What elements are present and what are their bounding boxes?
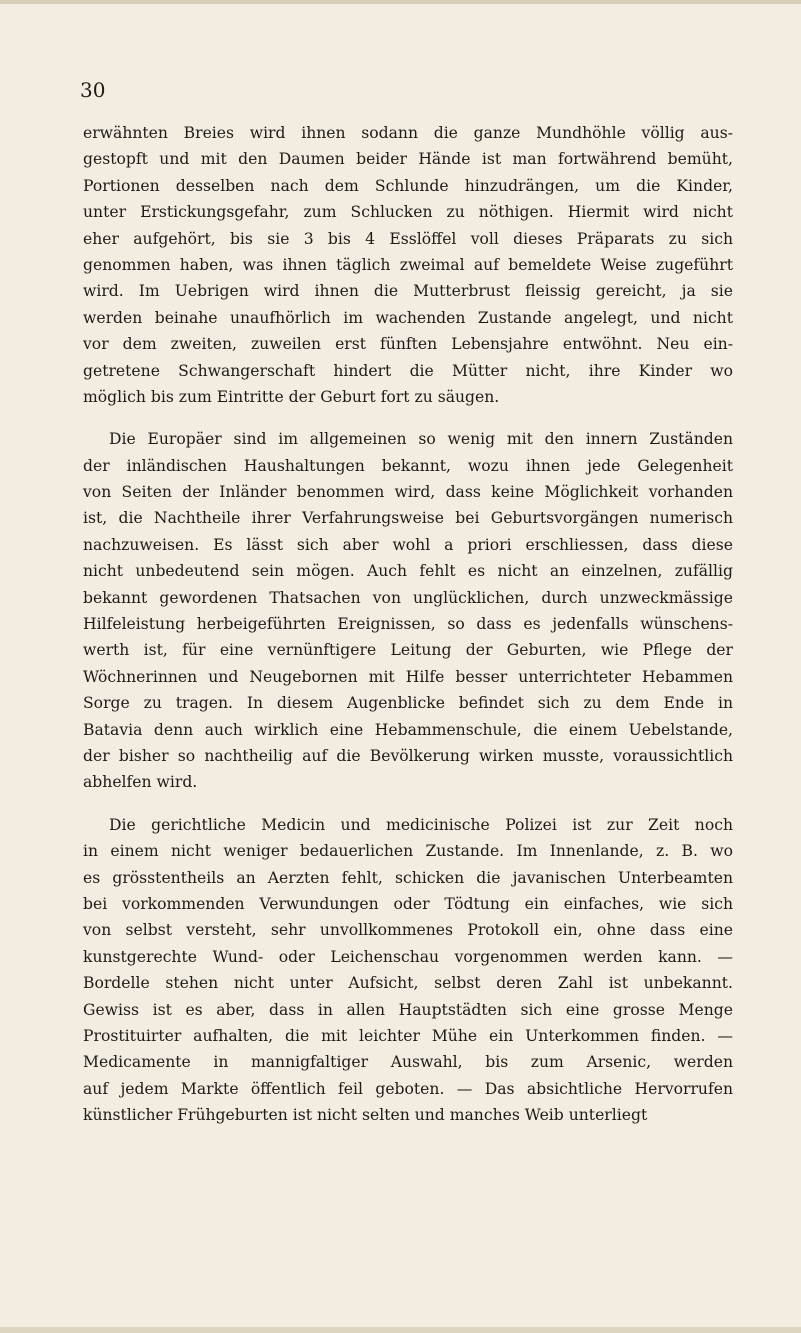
text-line: Sorge zu tragen. In diesem Augenblicke befindet sich zu dem Ende in	[83, 694, 733, 713]
text-line: es grösstentheils an Aerzten fehlt, schicken die javanischen Unterbeamten	[83, 868, 733, 887]
text-line: Batavia denn auch wirklich eine Hebammenschule, die einem Uebelstande,	[83, 720, 733, 739]
paragraph	[83, 120, 733, 410]
text-line: abhelfen wird.	[83, 773, 198, 792]
text-line: unter Erstickungsgefahr, zum Schlucken zu nöthigen. Hiermit wird nicht	[83, 203, 733, 222]
text-line: nachzuweisen. Es lässt sich aber wohl a priori erschliessen, dass diese	[83, 535, 733, 554]
text-line: von Seiten der Inländer benommen wird, dass keine Möglichkeit vorhanden	[83, 483, 733, 502]
text-line: eher aufgehört, bis sie 3 bis 4 Esslöffel voll dieses Präparats zu sich	[83, 229, 733, 248]
text-line: vor dem zweiten, zuweilen erst fünften Lebensjahre entwöhnt. Neu ein-	[83, 335, 733, 354]
text-line: werth ist, für eine vernünftigere Leitung der Geburten, wie Pflege der	[83, 641, 733, 660]
page-top-edge	[0, 0, 801, 4]
text-line: Portionen desselben nach dem Schlunde hinzudrängen, um die Kinder,	[83, 176, 733, 195]
text-line: Die Europäer sind im allgemeinen so wenig mit den innern Zuständen	[109, 430, 733, 449]
text-line: wird. Im Uebrigen wird ihnen die Mutterbrust fleissig gereicht, ja sie	[83, 282, 733, 301]
text-line: von selbst versteht, sehr unvollkommenes Protokoll ein, ohne dass eine	[83, 921, 733, 940]
text-line: in einem nicht weniger bedauerlichen Zustande. Im Innenlande, z. B. wo	[83, 842, 733, 861]
text-line: erwähnten Breies wird ihnen sodann die ganze Mundhöhle völlig aus-	[83, 124, 733, 142]
text-line: kunstgerechte Wund- oder Leichenschau vorgenommen werden kann. —	[83, 947, 733, 966]
text-line: der bisher so nachtheilig auf die Bevölkerung wirken musste, voraussichtlich	[83, 746, 733, 765]
text-line: der inländischen Haushaltungen bekannt, wozu ihnen jede Gelegenheit	[83, 456, 733, 475]
text-line: bekannt gewordenen Thatsachen von unglücklichen, durch unzweckmässige	[83, 588, 733, 607]
text-line: ist, die Nachtheile ihrer Verfahrungsweise bei Geburtsvorgängen numerisch	[83, 509, 733, 528]
paragraph	[83, 426, 733, 795]
text-line: getretene Schwangerschaft hindert die Mütter nicht, ihre Kinder wo	[83, 361, 733, 380]
text-line: werden beinahe unaufhörlich im wachenden Zustande angelegt, und nicht	[83, 308, 733, 327]
text-line: möglich bis zum Eintritte der Geburt fort zu säugen.	[83, 387, 500, 406]
text-line: Wöchnerinnen und Neugebornen mit Hilfe besser unterrichteter Hebammen	[83, 667, 733, 686]
text-line: Hilfeleistung herbeigeführten Ereignissen, so dass es jedenfalls wünschens-	[83, 615, 733, 634]
page-bottom-edge	[0, 1327, 801, 1333]
page-number: 30	[80, 78, 106, 102]
text-line: Prostituirter aufhalten, die mit leichter Mühe ein Unterkommen finden. —	[83, 1026, 733, 1045]
text-line: Gewiss ist es aber, dass in allen Hauptstädten sich eine grosse Menge	[83, 1000, 733, 1019]
text-line: auf jedem Markte öffentlich feil geboten. — Das absichtliche Hervorrufen	[83, 1079, 733, 1098]
text-line: genommen haben, was ihnen täglich zweimal auf bemeldete Weise zugeführt	[83, 255, 733, 274]
text-line: Die gerichtliche Medicin und medicinische Polizei ist zur Zeit noch	[109, 815, 733, 834]
page-text	[83, 120, 733, 1144]
paragraph	[83, 812, 733, 1129]
text-line: Medicamente in mannigfaltiger Auswahl, bis zum Arsenic, werden	[83, 1053, 733, 1072]
text-line: gestopft und mit den Daumen beider Hände ist man fortwährend bemüht,	[83, 150, 733, 169]
text-line: bei vorkommenden Verwundungen oder Tödtung ein einfaches, wie sich	[83, 894, 733, 913]
text-line: nicht unbedeutend sein mögen. Auch fehlt es nicht an einzelnen, zufällig	[83, 562, 733, 581]
text-line: künstlicher Frühgeburten ist nicht selten und manches Weib unterliegt	[83, 1106, 648, 1125]
text-line: Bordelle stehen nicht unter Aufsicht, selbst deren Zahl ist unbekannt.	[83, 974, 733, 993]
